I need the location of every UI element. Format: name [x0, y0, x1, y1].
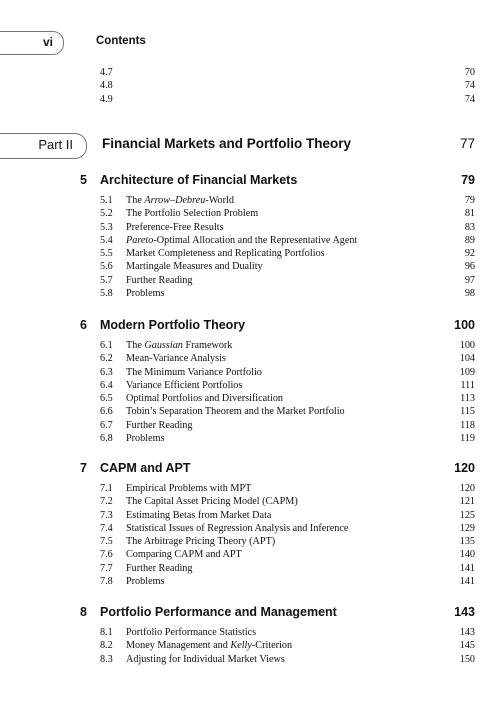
part-title[interactable]: Financial Markets and Portfolio Theory: [102, 136, 352, 151]
section-number: 5.4: [100, 234, 113, 246]
section-title-italic: Pareto: [126, 234, 154, 246]
section-page: 125: [459, 509, 475, 521]
section-number: 6.6: [100, 406, 113, 418]
part-tab: [0, 133, 87, 159]
section-title[interactable]: [126, 510, 271, 521]
section-title[interactable]: [126, 483, 251, 494]
section-page: 89: [464, 234, 475, 246]
page-number: vi: [42, 35, 53, 49]
section-number: 5.6: [100, 261, 113, 273]
section-page: 118: [460, 419, 475, 431]
section-title-text: -Optimal Allocation and the Representative Agent: [153, 234, 358, 246]
chapter-title[interactable]: Architecture of Financial Markets: [100, 173, 298, 187]
section-page: 150: [459, 653, 475, 665]
section-number: 5.2: [100, 208, 113, 220]
section-page: 120: [459, 483, 475, 494]
section-title-text: Tobin’s Separation Theorem and the Market Portfolio: [126, 406, 345, 418]
section-page: 140: [459, 549, 475, 561]
chapter-page: 100: [454, 318, 475, 332]
section-title[interactable]: [126, 195, 234, 206]
section-title-text: The Arbitrage Pricing Theory (APT): [126, 536, 276, 547]
section-number: 7.5: [100, 536, 113, 547]
chapter-number: 8: [80, 605, 87, 619]
section-title[interactable]: [126, 406, 345, 417]
section-number: 4.9: [100, 93, 113, 105]
section-number: 7.6: [100, 549, 113, 561]
section-page: 83: [464, 221, 475, 233]
section-number: 5.3: [100, 221, 113, 233]
section-title[interactable]: [126, 536, 275, 547]
section-number: 7.3: [100, 509, 113, 521]
section-title[interactable]: [126, 523, 348, 534]
section-title-text: -Criterion: [251, 640, 293, 652]
section-number: 5.7: [100, 274, 113, 286]
section-page: 111: [460, 379, 475, 391]
chapter-page: 79: [461, 173, 475, 187]
section-page: 141: [459, 575, 475, 587]
chapter-page: 143: [454, 605, 475, 619]
section-title[interactable]: [126, 261, 263, 272]
section-title[interactable]: [126, 627, 256, 638]
section-title[interactable]: [126, 208, 258, 219]
section-number: 5.1: [100, 195, 113, 206]
chapter-number: 6: [80, 318, 87, 332]
section-title-text: Further Reading: [126, 562, 193, 574]
section-number: 6.2: [100, 353, 113, 365]
section-title-text: Statistical Issues of Regression Analysis and Inference: [126, 522, 349, 534]
section-title-italic: Arrow–Debreu: [144, 195, 206, 206]
chapter-number: 7: [80, 461, 87, 475]
section-number: 7.1: [100, 483, 113, 494]
section-title[interactable]: [126, 275, 193, 286]
section-page: 100: [459, 340, 475, 351]
section-title-text: The Portfolio Selection Problem: [126, 208, 259, 220]
section-number: 6.1: [100, 340, 113, 351]
section-page: 79: [464, 195, 475, 206]
chapter-number: 5: [80, 173, 87, 187]
section-title[interactable]: [126, 367, 262, 378]
section-page: 115: [460, 406, 475, 418]
section-page: 96: [464, 261, 475, 273]
section-title[interactable]: [126, 420, 193, 431]
section-number: 7.7: [100, 562, 113, 574]
page-number-tab: [0, 31, 64, 55]
section-title-italic: Kelly: [230, 640, 252, 652]
section-number: 8.3: [100, 653, 113, 665]
section-number: 5.5: [100, 248, 113, 259]
section-title-text: The: [126, 340, 145, 351]
section-title-text: Martingale Measures and Duality: [126, 261, 263, 273]
section-page: 97: [464, 274, 475, 286]
section-number: 7.4: [100, 522, 113, 534]
section-page: 129: [459, 522, 475, 534]
section-title-text: Empirical Problems with MPT: [126, 483, 252, 494]
section-number: 8.1: [100, 627, 113, 638]
section-number: 6.5: [100, 393, 113, 404]
section-title[interactable]: [126, 576, 165, 587]
section-title-text: Further Reading: [126, 274, 193, 286]
section-title-text: Comparing CAPM and APT: [126, 549, 242, 561]
part-page: 77: [459, 136, 475, 151]
section-page: 70: [464, 67, 475, 78]
section-title-text: Problems: [126, 432, 165, 444]
section-page: 92: [464, 248, 475, 259]
section-page: 135: [459, 536, 475, 547]
section-title-text: Framework: [182, 340, 233, 351]
section-page: 104: [459, 353, 475, 365]
section-title[interactable]: [126, 380, 242, 391]
section-page: 109: [459, 366, 475, 378]
section-page: 81: [464, 208, 475, 220]
section-title[interactable]: [126, 393, 283, 404]
section-number: 7.2: [100, 496, 113, 508]
section-title[interactable]: [126, 563, 193, 574]
section-page: 119: [460, 432, 475, 444]
chapter-title[interactable]: Portfolio Performance and Management: [100, 605, 337, 619]
section-title-text: -World: [205, 195, 234, 206]
section-page: 121: [459, 496, 475, 508]
section-page: 74: [464, 93, 475, 105]
section-title-text: Further Reading: [126, 419, 193, 431]
section-page: 113: [460, 393, 475, 404]
section-title[interactable]: [126, 433, 165, 444]
section-title[interactable]: [126, 353, 226, 364]
section-title-text: Mean-Variance Analysis: [126, 353, 226, 365]
section-page: 141: [459, 562, 475, 574]
section-title[interactable]: [126, 654, 285, 665]
section-title-text: The Minimum Variance Portfolio: [126, 366, 262, 378]
section-number: 6.8: [100, 432, 113, 444]
section-title-text: Estimating Betas from Market Data: [126, 509, 272, 521]
chapter-title[interactable]: Modern Portfolio Theory: [100, 318, 246, 332]
section-title[interactable]: [126, 340, 232, 351]
section-page: 145: [459, 640, 475, 652]
section-number: 8.2: [100, 640, 113, 652]
section-title[interactable]: [126, 235, 357, 246]
section-title-text: The: [126, 195, 145, 206]
section-title[interactable]: [126, 640, 292, 651]
section-title[interactable]: [126, 496, 298, 507]
chapter-title[interactable]: CAPM and APT: [100, 461, 191, 475]
section-title-text: Variance Efficient Portfolios: [126, 379, 243, 391]
section-title[interactable]: [126, 288, 165, 299]
section-page: 98: [464, 287, 475, 299]
section-title[interactable]: [126, 222, 224, 233]
section-title-italic: Gaussian: [144, 340, 183, 351]
section-title-text: Problems: [126, 575, 165, 587]
section-page: 143: [459, 627, 475, 638]
section-number: 6.4: [100, 379, 113, 391]
section-title-text: Money Management and: [126, 640, 231, 652]
section-title-text: Market Completeness and Replicating Portfolios: [126, 248, 325, 259]
section-title-text: Adjusting for Individual Market Views: [126, 653, 285, 665]
section-title-text: The Capital Asset Pricing Model (CAPM): [126, 496, 298, 508]
section-title-text: Portfolio Performance Statistics: [126, 627, 257, 638]
section-number: 4.8: [100, 80, 113, 92]
section-number: 6.3: [100, 366, 113, 378]
section-title[interactable]: [126, 549, 242, 560]
part-label: Part II: [38, 137, 73, 152]
section-number: 4.7: [100, 67, 113, 78]
section-title[interactable]: [126, 248, 325, 259]
section-page: 74: [464, 80, 475, 92]
section-title-text: Problems: [126, 287, 165, 299]
section-title-text: Preference-Free Results: [126, 221, 224, 233]
section-number: 5.8: [100, 287, 113, 299]
running-head: Contents: [96, 35, 146, 47]
section-title-text: Optimal Portfolios and Diversification: [126, 393, 284, 404]
chapter-page: 120: [454, 461, 475, 475]
section-number: 7.8: [100, 575, 113, 587]
section-number: 6.7: [100, 419, 113, 431]
